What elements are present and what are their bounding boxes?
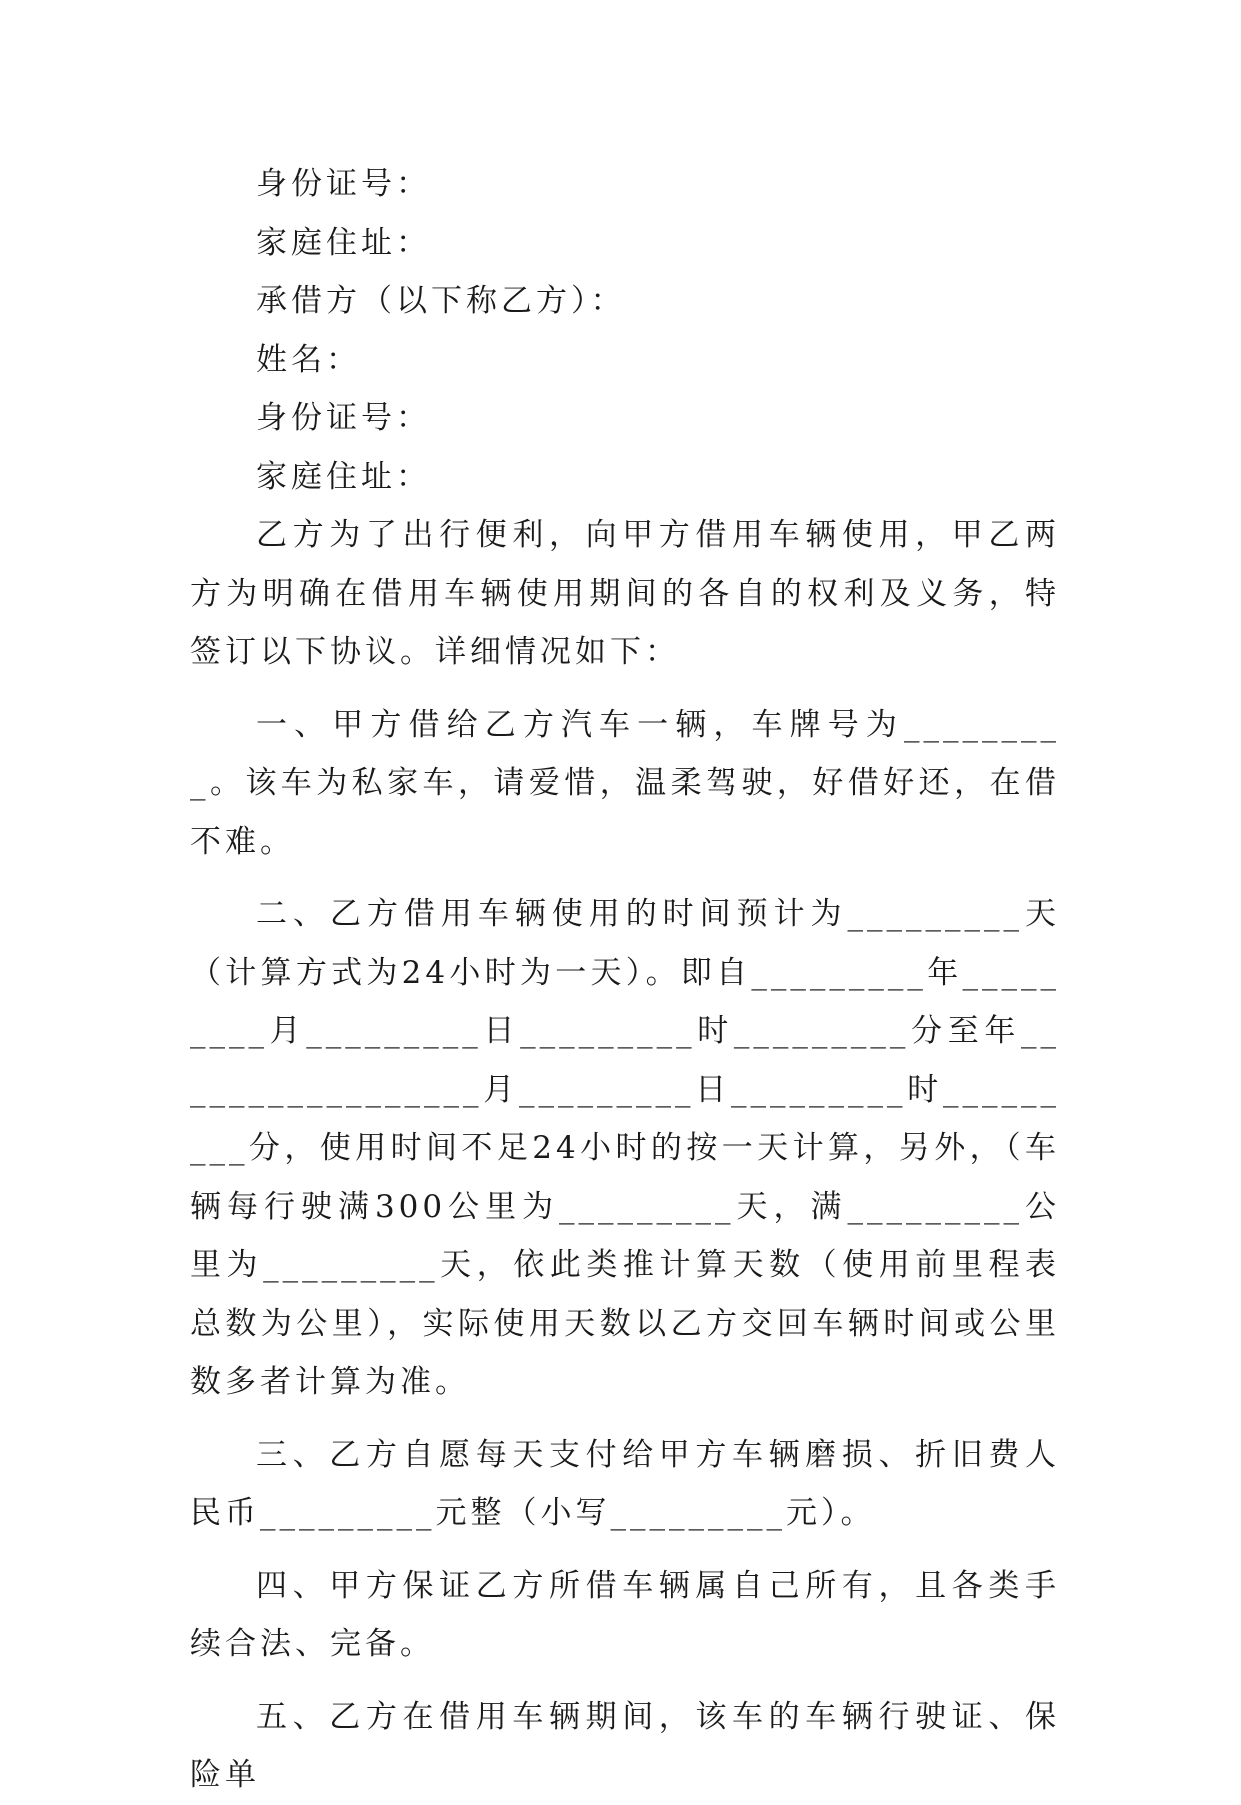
home-address-label: 家庭住址： <box>256 224 431 261</box>
clause-5: 五、乙方在借用车辆期间，该车的车辆行驶证、保险单 <box>190 1698 1060 1793</box>
document-body <box>190 155 1060 1805</box>
home-address-label: 家庭住址： <box>256 458 431 495</box>
borrower-heading: 承借方（以下称乙方）： <box>256 283 626 319</box>
id-number-label: 身份证号： <box>256 400 431 436</box>
clause-4: 四、甲方保证乙方所借车辆属自己所有，且各类手续合法、完备。 <box>190 1567 1060 1662</box>
intro-paragraph: 乙方为了出行便利，向甲方借用车辆使用，甲乙两方为明确在借用车辆使用期间的各自的权利及义务，特签订以下协议。详细情况如下： <box>190 517 1060 670</box>
clause-3: 三、乙方自愿每天支付给甲方车辆磨损、折旧费人民币_________元整（小写_________元）。 <box>190 1436 1060 1531</box>
name-label: 姓名： <box>256 341 361 378</box>
clause-2: 二、乙方借用车辆使用的时间预计为_________天（计算方式为24小时为一天）。即自_________年_________月_________日_________时_________分至年_________________月_________日_________时_________分，使用时间不足24小时的按一天计算，另外，（车辆每行驶满300公里为_________天，满_________公里为_________天，依此类推计算天数（使用前里程表总数为公里），实际使用天数以乙方交回车辆时间或公里数多者计算为准。 <box>190 896 1060 1400</box>
clause-1: 一、甲方借给乙方汽车一辆，车牌号为_________。该车为私家车，请爱惜，温柔驾驶，好借好还，在借不难。 <box>190 706 1060 860</box>
id-number-label: 身份证号： <box>256 166 431 202</box>
